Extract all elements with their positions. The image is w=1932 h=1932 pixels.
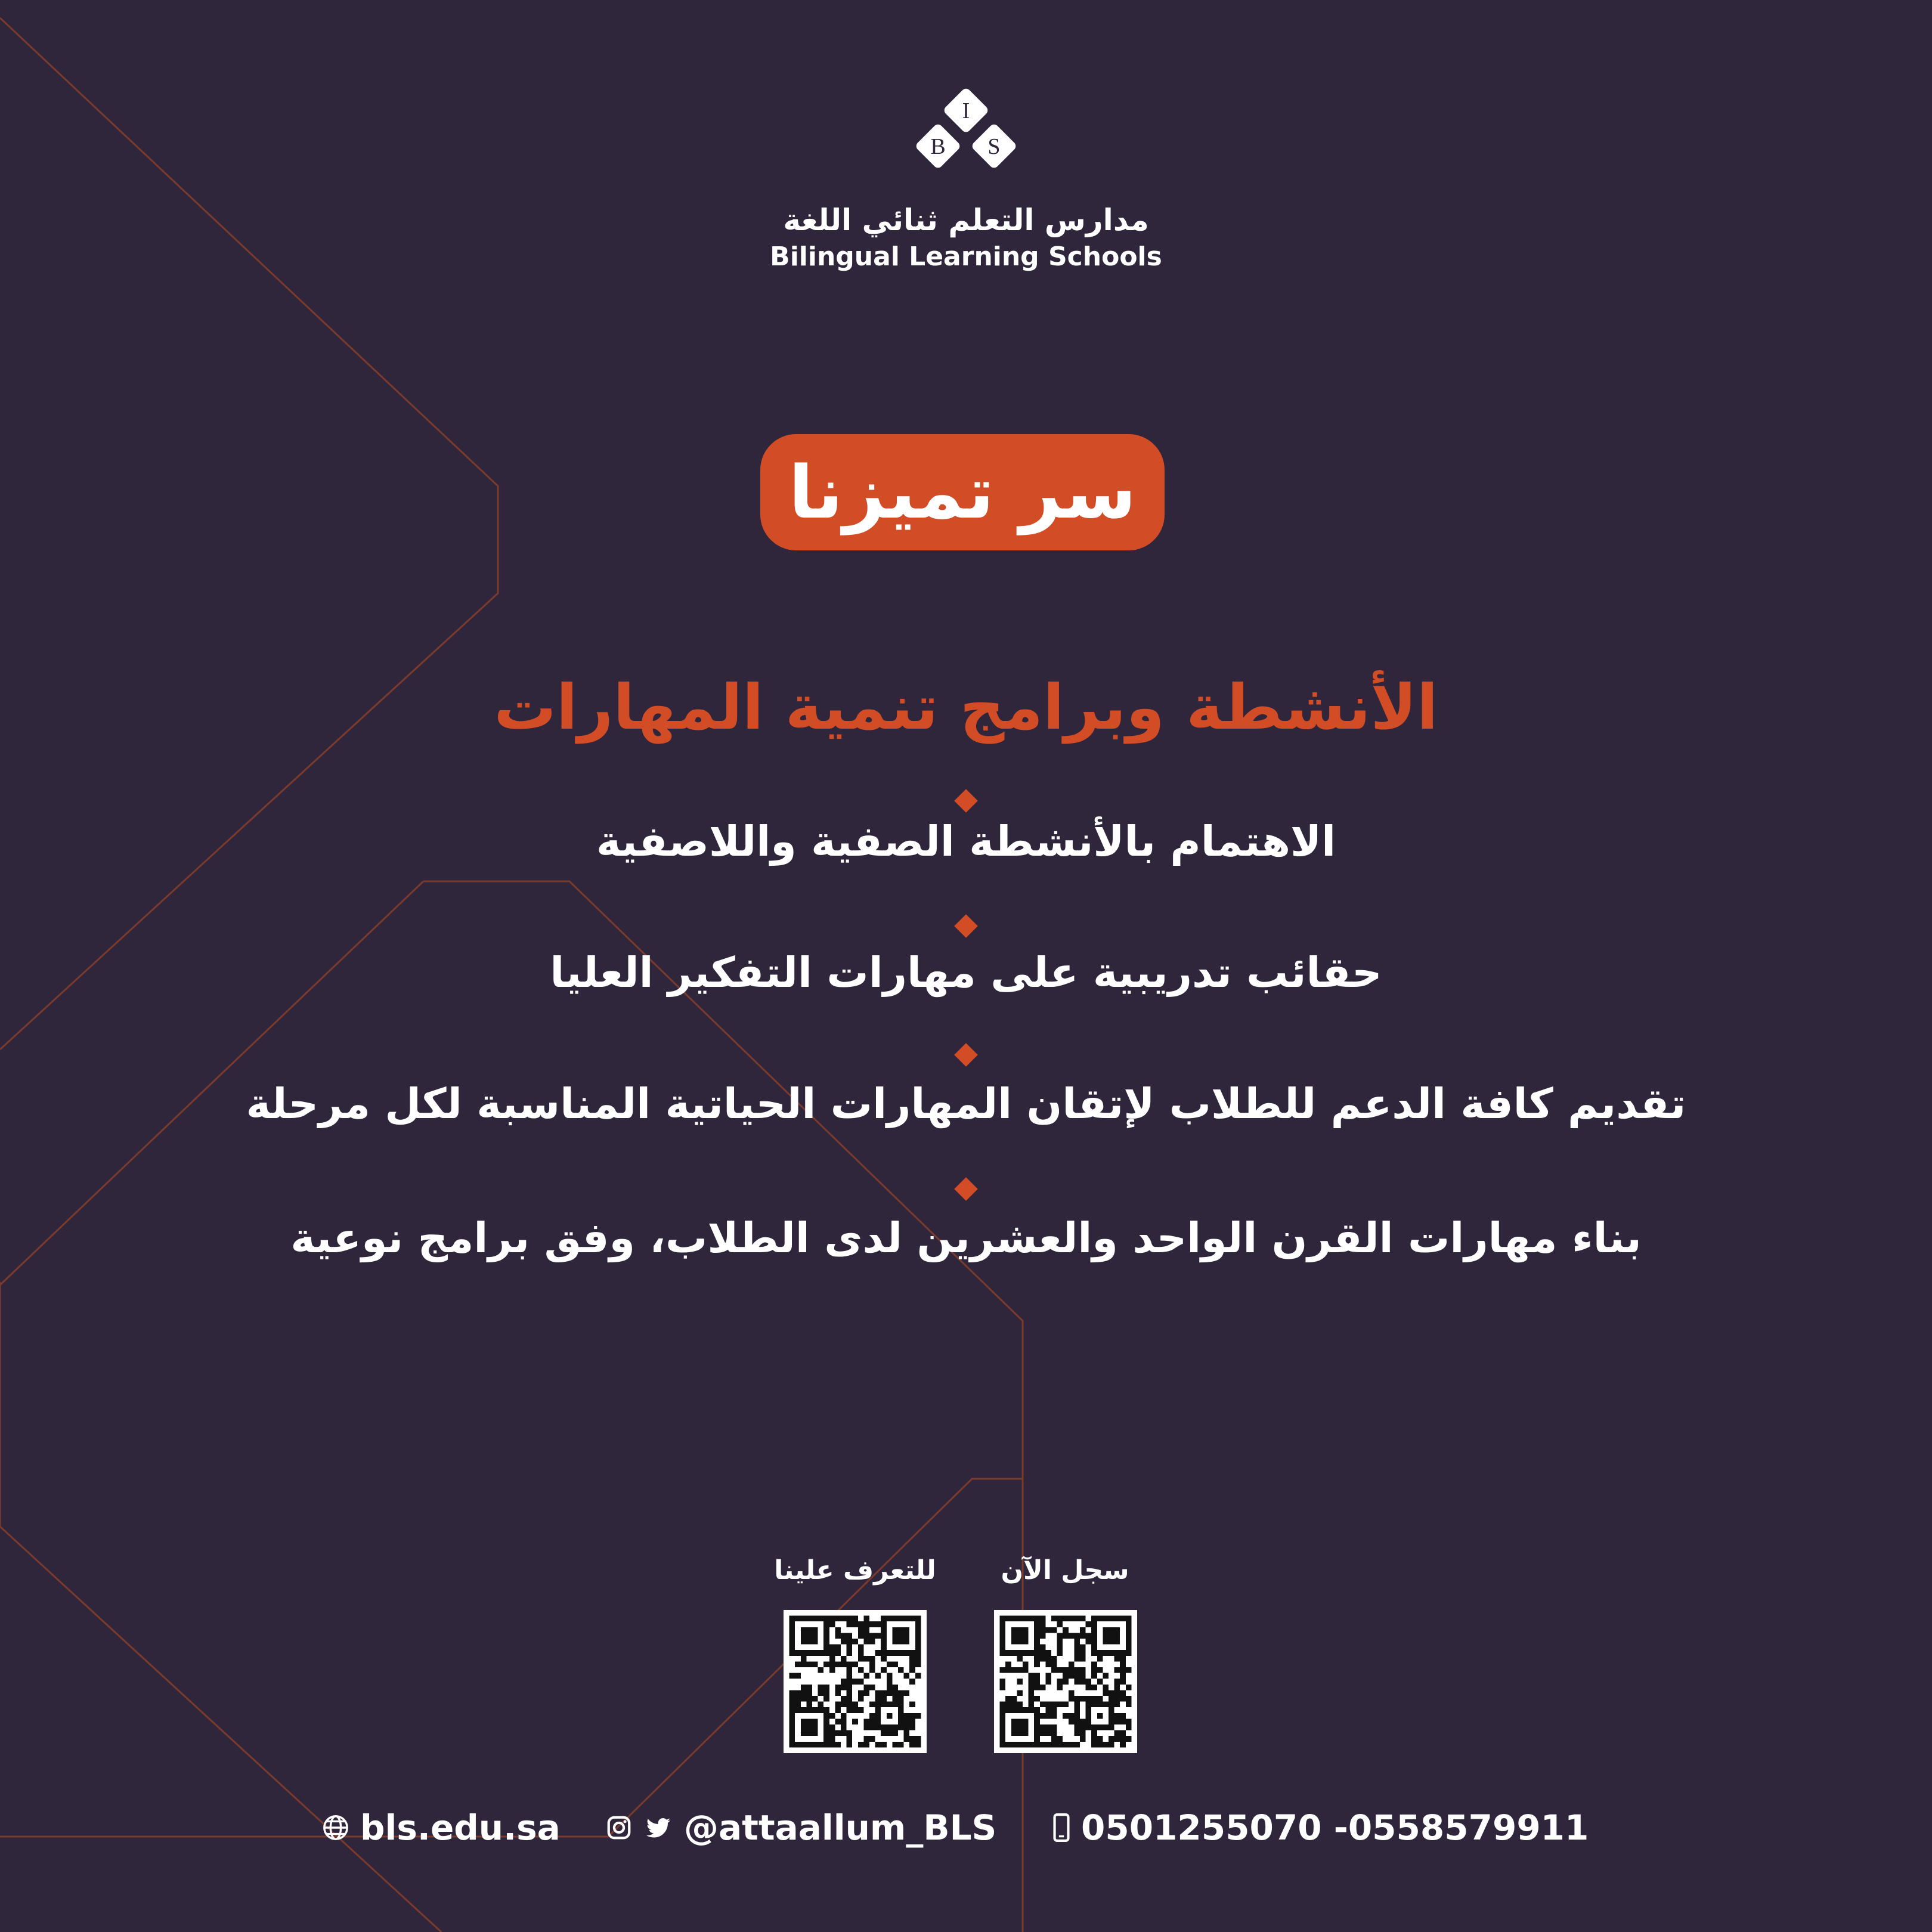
school-name-arabic: مدارس التعلم ثنائي اللغة [783, 203, 1149, 237]
mobile-phone-icon [1052, 1813, 1070, 1843]
bls-logo [900, 86, 1032, 188]
website-link[interactable]: bls.edu.sa [360, 1807, 561, 1848]
logo-letter-i: I [962, 98, 970, 123]
logo-letter-b: B [930, 134, 946, 159]
feature-item-2: حقائب تدريبية على مهارات التفكير العليا [550, 948, 1382, 997]
social-handle[interactable]: @attaallum_BLS [684, 1807, 997, 1848]
headline-text: سر تميزنا [788, 450, 1137, 535]
register-qr-code[interactable] [994, 1610, 1137, 1753]
social-contact[interactable] [605, 1807, 996, 1849]
school-name-english: Bilingual Learning Schools [770, 242, 1162, 272]
logo-letter-s: S [987, 134, 1001, 159]
phone-numbers[interactable]: 0501255070 -0558579911 [1081, 1807, 1589, 1848]
globe-icon [322, 1814, 349, 1841]
twitter-icon [643, 1814, 673, 1841]
section-title: الأنشطة وبرامج تنمية المهارات [494, 671, 1438, 744]
instagram-icon [605, 1814, 633, 1841]
about-qr-code[interactable] [784, 1610, 927, 1753]
headline-badge [760, 434, 1165, 550]
phone-contact[interactable] [1052, 1807, 1589, 1849]
feature-item-3: تقديم كافة الدعم للطلاب لإتقان المهارات الحياتية المناسبة لكل مرحلة [246, 1079, 1686, 1128]
website-contact[interactable] [322, 1807, 561, 1849]
know-us-label: للتعرف علينا [774, 1555, 936, 1586]
feature-item-1: الاهتمام بالأنشطة الصفية واللاصفية [596, 817, 1336, 866]
feature-item-4: بناء مهارات القرن الواحد والعشرين لدى الطلاب، وفق برامج نوعية [290, 1213, 1642, 1262]
register-now-label: سجل الآن [1001, 1555, 1129, 1586]
